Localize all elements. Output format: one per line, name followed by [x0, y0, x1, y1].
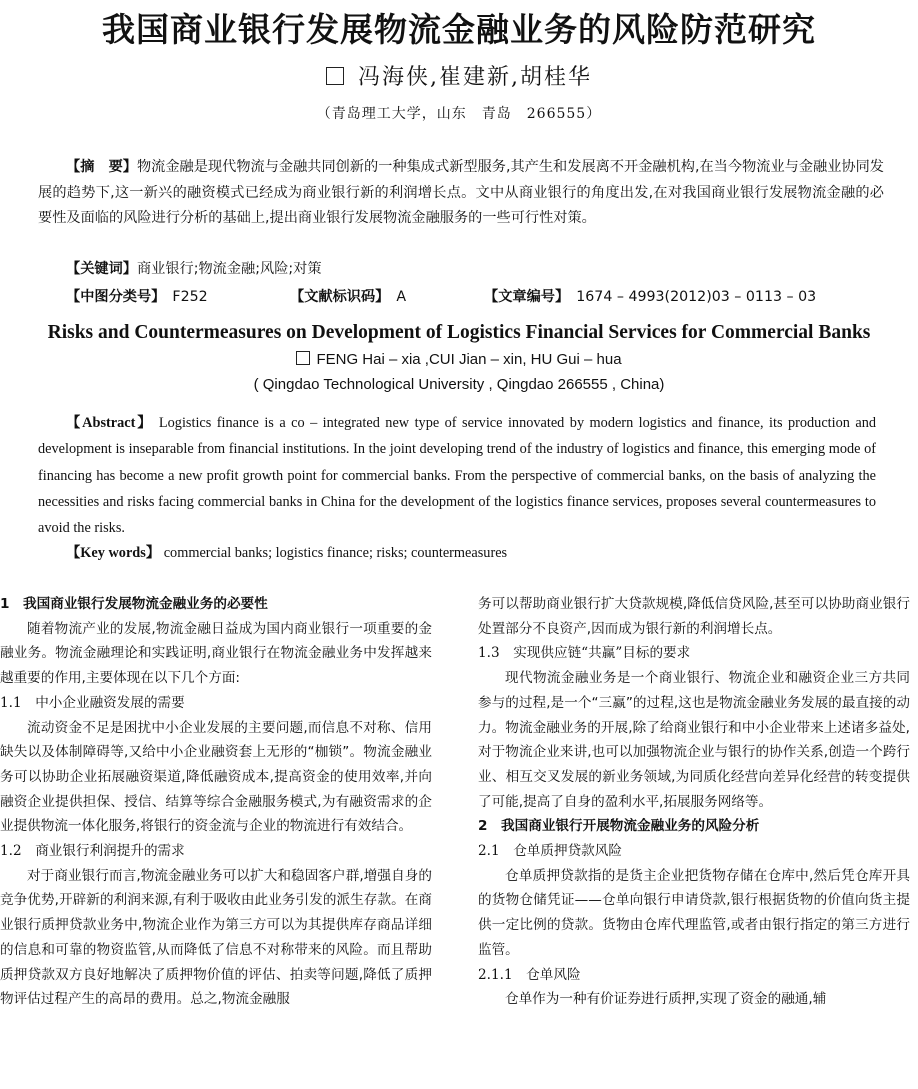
section-2-1-paragraph: 仓单质押贷款指的是货主企业把货物存储在仓库中,然后凭仓库开具的货物仓储凭证——仓单向银行申请贷款,银行根据货物的价值向货主提供一定比例的贷款。货物由仓库代理监管,或者由银行指定的第三方进行监管。: [478, 867, 910, 958]
section-2-1-1-heading: 2.1.1 仓单风险: [478, 966, 581, 983]
section-1-3-heading: 1.3 实现供应链“共赢”目标的要求: [478, 645, 691, 662]
body-column-left: [0, 592, 432, 1012]
abstract-en: [38, 410, 876, 541]
author-names: 冯海侠,崔建新,胡桂华: [358, 65, 592, 90]
doc-code: [290, 286, 406, 306]
english-author-names: FENG Hai – xia ,CUI Jian – xin, HU Gui – hua: [316, 351, 622, 368]
authors: [0, 60, 918, 91]
abstract-en-label: 【Abstract】: [66, 415, 154, 431]
abstract-cn-label: 【摘 要】: [66, 159, 137, 175]
doc-label: 【文献标识码】: [290, 289, 383, 305]
author-box-icon-en: [296, 351, 310, 365]
section-1-1-paragraph: 流动资金不足是困扰中小企业发展的主要问题,而信息不对称、信用缺失以及体制障碍等,又给中小企业融资套上无形的“枷锁”。物流金融业务可以协助企业拓展融资渠道,降低融资成本,提高资金的使用效率,并向融资企业提供担保、授信、结算等综合金融服务模式,为有融资需求的企业提供物流一体化服务,将银行的资金流与企业的物流进行有效结合。: [0, 719, 432, 835]
body-column-right: [478, 592, 910, 1012]
section-2-1-1-paragraph: 仓单作为一种有价证券进行质押,实现了资金的融通,辅: [505, 991, 827, 1008]
section-2-1-heading: 2.1 仓单质押贷款风险: [478, 843, 622, 860]
section-1-2-paragraph: 对于商业银行而言,物流金融业务可以扩大和稳固客户群,增强自身的竞争优势,开辟新的利润来源,有利于吸收由此业务引发的派生存款。在商业银行质押贷款业务中,物流企业作为第三方可以为其提供库存商品详细的信息和可靠的物资监管,从而降低了信息不对称带来的风险。而且帮助质押贷款双方良好地解决了质押物价值的评估、拍卖等问题,降低了质押物评估过程产生的高昂的费用。总之,物流金融服: [0, 867, 432, 1008]
clc-code: [66, 286, 208, 306]
article-value: 1674 – 4993(2012)03 – 0113 – 03: [576, 289, 817, 305]
abstract-cn-text: 物流金融是现代物流与金融共同创新的一种集成式新型服务,其产生和发展离不开金融机构,在当今物流业与金融业协同发展的趋势下,这一新兴的融资模式已经成为商业银行新的利润增长点。文中从商业银行的角度出发,在对我国商业银行发展物流金融的必要性及面临的风险进行分析的基础上,提出商业银行发展物流金融服务的一些可行性对策。: [38, 159, 884, 226]
keywords-cn-label: 【关键词】: [66, 261, 137, 277]
clc-label: 【中图分类号】: [66, 289, 159, 305]
section-1-paragraph: 随着物流产业的发展,物流金融日益成为国内商业银行一项重要的金融业务。物流金融理论和实践证明,商业银行在物流金融业务中发挥越来越重要的作用,主要体现在以下几个方面:: [0, 620, 432, 687]
keywords-en-label: 【Key words】: [66, 545, 161, 561]
article-label: 【文章编号】: [484, 289, 563, 305]
english-authors: [0, 351, 918, 368]
author-box-icon: [326, 67, 344, 85]
section-1-3-paragraph: 现代物流金融业务是一个商业银行、物流企业和融资企业三方共同参与的过程,是一个“三赢”的过程,这也是物流金融业务发展的最直接的动力。物流金融业务的开展,除了给商业银行和中小企业带来上述诸多益处,对于物流企业来讲,也可以加强物流企业与银行的协作关系,创造一个跨行业、相互交叉发展的新业务领域,为同质化经营向差异化经营的转变提供了可能,提高了自身的盈利水平,拓展服务网络等。: [478, 670, 910, 810]
article-number: [484, 286, 816, 306]
section-1-1-heading: 1.1 中小企业融资发展的需要: [0, 694, 185, 711]
clc-value: F252: [172, 289, 208, 305]
section-2-heading: 2 我国商业银行开展物流金融业务的风险分析: [478, 818, 760, 835]
doc-value: A: [396, 289, 407, 305]
english-affiliation: ( Qingdao Technological University , Qingdao 266555 , China): [253, 376, 665, 393]
paper-title: 我国商业银行发展物流金融业务的风险防范研究: [102, 10, 816, 49]
english-title: Risks and Countermeasures on Development of Logistics Financial Services for Commercial Banks: [47, 322, 871, 343]
affiliation: （青岛理工大学，山东 青岛 266555）: [316, 106, 602, 122]
section-1-heading: 1 我国商业银行发展物流金融业务的必要性: [0, 596, 268, 612]
abstract-cn: [38, 155, 884, 232]
section-1-2-heading: 1.2 商业银行利润提升的需求: [0, 843, 185, 860]
abstract-en-text: Logistics finance is a co – integrated new type of service innovated by modern logistics and finance, its production and development is inseparable from financial institutions. In the joint developing trend of the industry of logistics and finance, this emerging mode of financing has become a new profit growth point for commercial banks. From the perspective of commercial banks, on the basis of analyzing the necessities and risks facing commercial banks in China for the development of the logistics finance services, proposes several countermeasures to avoid the risks.: [38, 415, 877, 537]
keywords-cn-text: 商业银行;物流金融;风险;对策: [136, 261, 322, 277]
keywords-cn: [66, 258, 322, 278]
keywords-en-text: commercial banks; logistics finance; risks; countermeasures: [163, 545, 508, 561]
keywords-en: [66, 542, 507, 562]
section-1-2-continued: 务可以帮助商业银行扩大贷款规模,降低信贷风险,甚至可以协助商业银行处置部分不良资产,因而成为银行新的利润增长点。: [478, 596, 910, 637]
